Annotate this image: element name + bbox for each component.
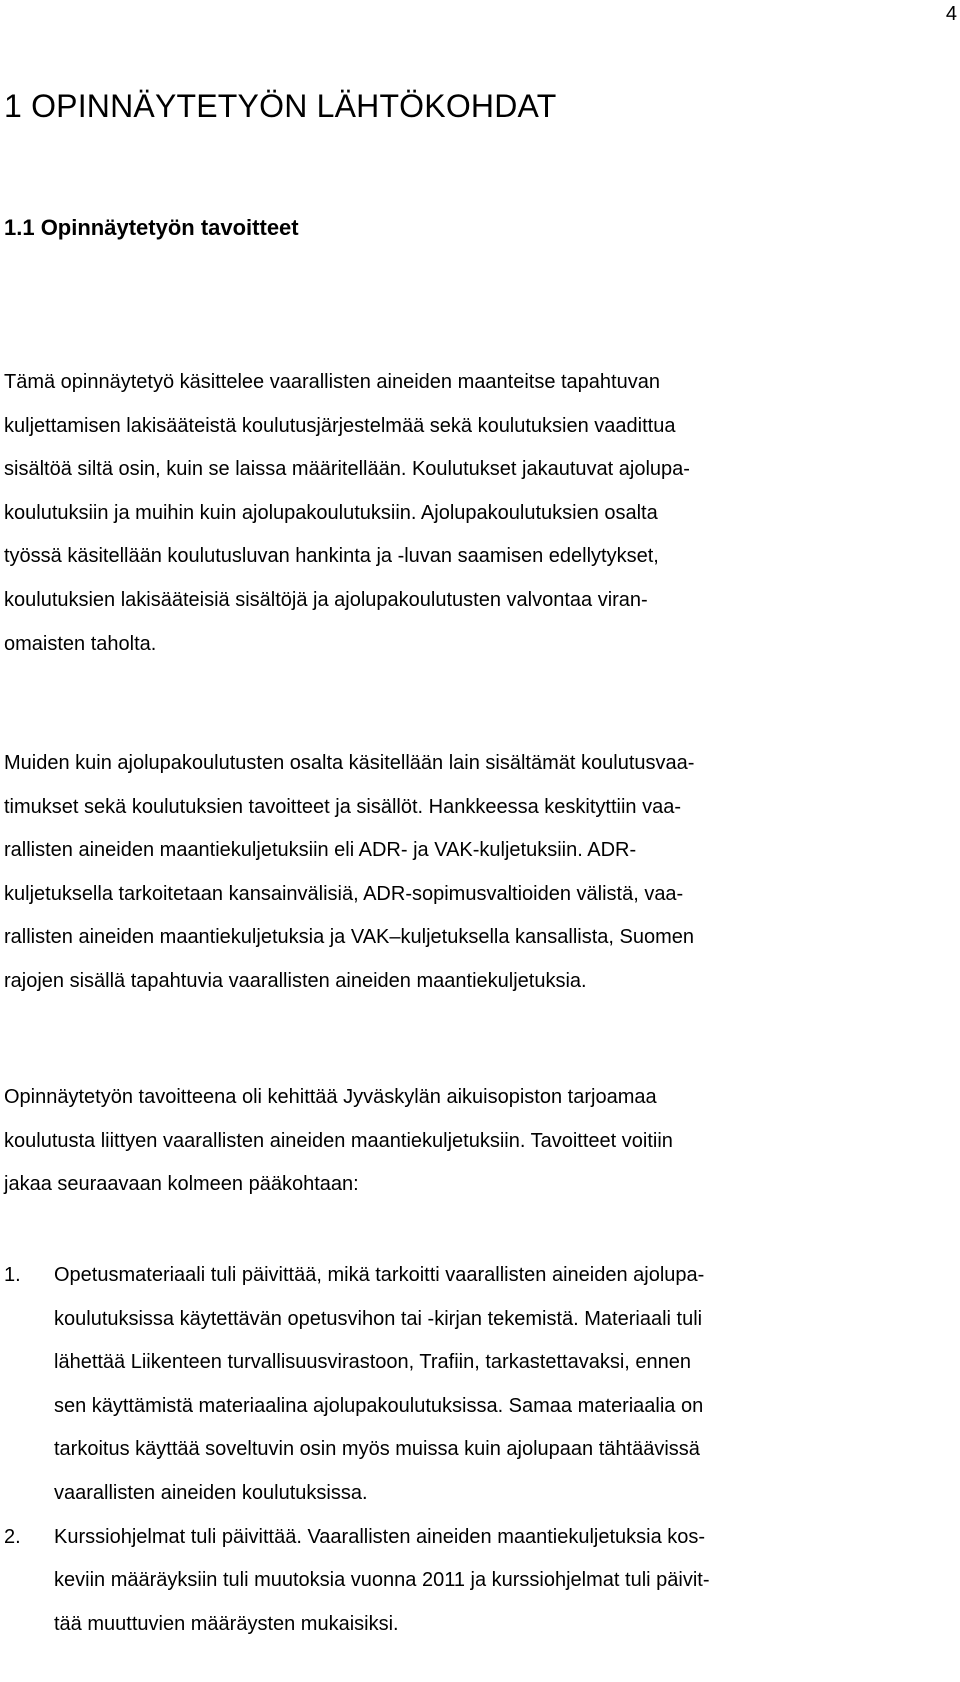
text-line: tää muuttuvien määräysten mukaisiksi. bbox=[54, 1612, 399, 1635]
text-line: koulutuksien lakisääteisiä sisältöjä ja ajolupakoulutusten valvontaa viran- bbox=[4, 588, 648, 611]
paragraph-1 bbox=[4, 361, 954, 666]
text-line: Opinnäytetyön tavoitteena oli kehittää Jyväskylän aikuisopiston tarjoamaa bbox=[4, 1086, 657, 1108]
page-number: 4 bbox=[945, 3, 957, 25]
text-line: tarkoitus käyttää soveltuvin osin myös muissa kuin ajolupaan tähtäävissä bbox=[54, 1438, 700, 1461]
text-line: rallisten aineiden maantiekuljetuksiin eli ADR- ja VAK-kuljetuksiin. ADR- bbox=[4, 839, 637, 862]
text-line: rallisten aineiden maantiekuljetuksia ja VAK–kuljetuksella kansallista, Suomen bbox=[4, 926, 695, 949]
text-line: sisältöä siltä osin, kuin se laissa määritellään. Koulutukset jakautuvat ajolupa- bbox=[4, 458, 690, 481]
text-line: omaisten taholta. bbox=[4, 632, 157, 655]
list-item-number: 1. bbox=[4, 1264, 21, 1286]
text-line: koulutuksissa käytettävän opetusvihon tai -kirjan tekemistä. Materiaali tuli bbox=[54, 1307, 703, 1330]
list-item bbox=[4, 1254, 954, 1516]
paragraph-3 bbox=[4, 1076, 954, 1207]
text-line: rajojen sisällä tapahtuvia vaarallisten aineiden maantiekuljetuksia. bbox=[4, 969, 587, 992]
text-line: lähettää Liikenteen turvallisuusvirastoon, Trafiin, tarkastettavaksi, ennen bbox=[54, 1351, 692, 1374]
text-line: Tämä opinnäytetyö käsittelee vaarallisten aineiden maanteitse tapahtuvan bbox=[4, 371, 660, 393]
text-line: jakaa seuraavaan kolmeen pääkohtaan: bbox=[4, 1173, 359, 1196]
text-line: vaarallisten aineiden koulutuksissa. bbox=[54, 1481, 368, 1504]
text-line: kuljettamisen lakisääteistä koulutusjärjestelmää sekä koulutuksien vaadittua bbox=[4, 414, 676, 437]
text-line: Muiden kuin ajolupakoulutusten osalta käsitellään lain sisältämät koulutusvaa- bbox=[4, 752, 695, 774]
text-line: kuljetuksella tarkoitetaan kansainvälisiä, ADR-sopimusvaltioiden välistä, vaa- bbox=[4, 882, 684, 905]
text-line: sen käyttämistä materiaalina ajolupakoulutuksissa. Samaa materiaalia on bbox=[54, 1394, 704, 1417]
goals-list bbox=[4, 1254, 954, 1646]
text-line: koulutusta liittyen vaarallisten aineiden maantiekuljetuksiin. Tavoitteet voitiin bbox=[4, 1129, 673, 1152]
text-line: Opetusmateriaali tuli päivittää, mikä tarkoitti vaarallisten aineiden ajolupa- bbox=[54, 1264, 705, 1286]
list-item-number: 2. bbox=[4, 1525, 21, 1548]
text-line: koulutuksiin ja muihin kuin ajolupakoulutuksiin. Ajolupakoulutuksien osalta bbox=[4, 501, 658, 524]
paragraph-2 bbox=[4, 742, 954, 1004]
text-line: keviin määräyksiin tuli muutoksia vuonna 2011 ja kurssiohjelmat tuli päivit- bbox=[54, 1569, 710, 1592]
text-line: timukset sekä koulutuksien tavoitteet ja sisällöt. Hankkeessa keskityttiin vaa- bbox=[4, 795, 681, 818]
list-item bbox=[4, 1516, 954, 1647]
section-heading: 1.1 Opinnäytetyön tavoitteet bbox=[4, 215, 299, 240]
text-line: työssä käsitellään koulutusluvan hankinta ja -luvan saamisen edellytykset, bbox=[4, 545, 659, 568]
chapter-heading: 1 OPINNÄYTETYÖN LÄHTÖKOHDAT bbox=[4, 88, 557, 124]
text-line: Kurssiohjelmat tuli päivittää. Vaarallisten aineiden maantiekuljetuksia kos- bbox=[54, 1525, 706, 1548]
